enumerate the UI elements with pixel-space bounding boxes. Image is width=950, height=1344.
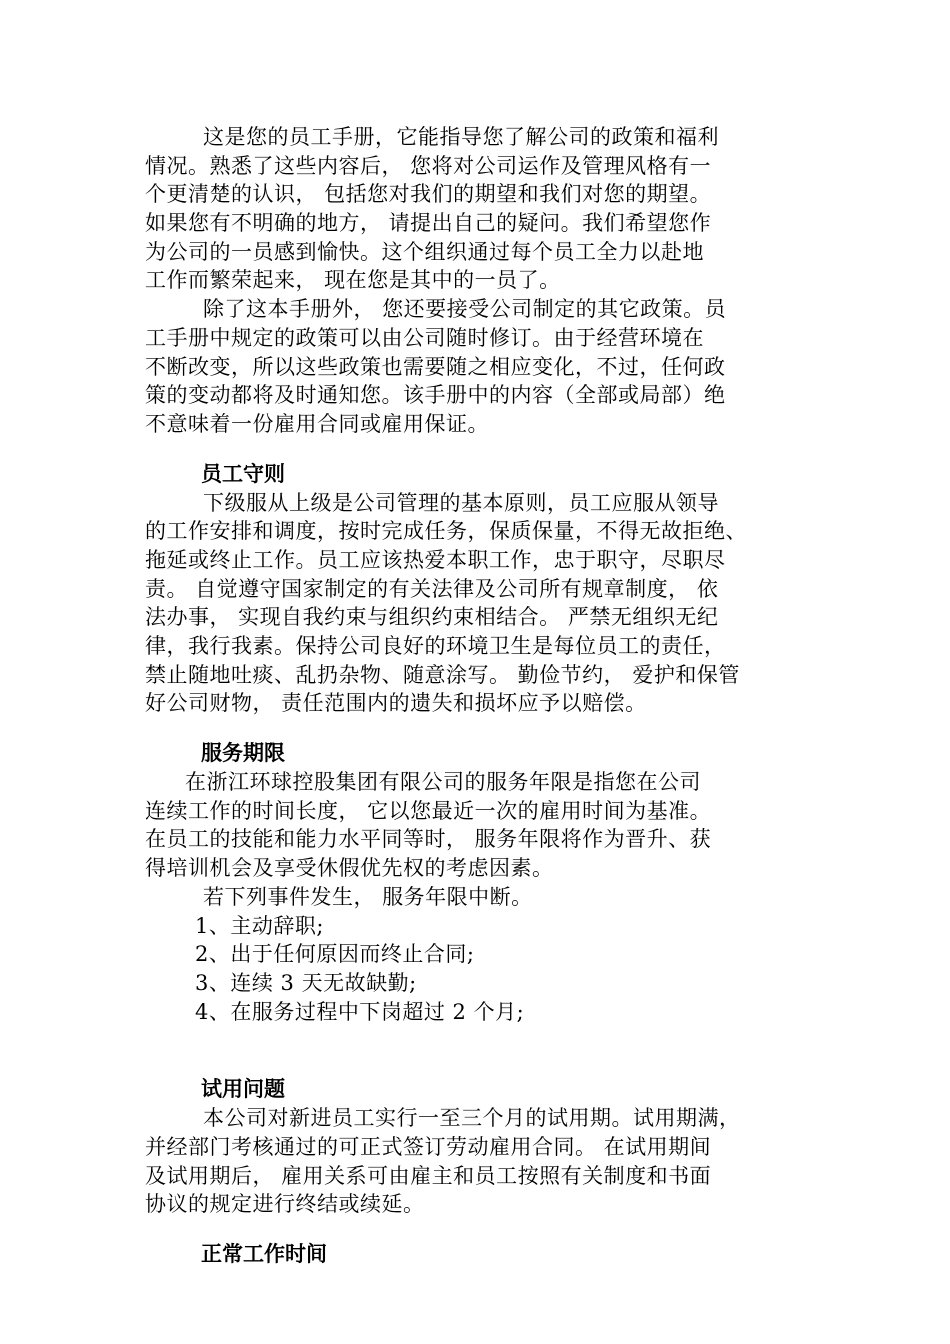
text-line: 律，我行我素。保持公司良好的环境卫生是每位员工的责任， (145, 634, 726, 658)
text-line: 工作而繁荣起来， 现在您是其中的一员了。 (145, 268, 561, 293)
text-line: 个更清楚的认识， 包括您对我们的期望和我们对您的期望。 (145, 182, 712, 207)
text-line: 下级服从上级是公司管理的基本原则，员工应服从领导 (203, 490, 719, 515)
spacer (145, 1026, 817, 1074)
text-line: 的工作安排和调度，按时完成任务，保质保量，不得无故拒绝、 (145, 519, 747, 544)
section-heading-service: 服务期限 (201, 741, 285, 766)
text-line: 本公司对新进员工实行一至三个月的试用期。试用期满， (203, 1106, 741, 1131)
text-line: 并经部门考核通过的可正式签订劳动雇用合同。 在试用期间 (145, 1134, 712, 1159)
list-item: 4、在服务过程中下岗超过 2 个月; (195, 999, 525, 1024)
text-line: 连续工作的时间长度， 它以您最近一次的雇用时间为基准。 (145, 798, 712, 823)
rules-paragraph (145, 489, 817, 719)
text-line: 除了这本手册外， 您还要接受公司制定的其它政策。员 (203, 297, 727, 322)
text-line: 法办事， 实现自我约束与组织约束相结合。 严禁无组织无纪 (145, 605, 719, 630)
text-line: 得培训机会及享受休假优先权的考虑因素。 (145, 856, 554, 881)
section-heading-hours: 正常工作时间 (201, 1242, 327, 1266)
text-line: 工手册中规定的政策可以由公司随时修订。由于经营环境在 (145, 325, 704, 350)
list-item: 2、出于任何原因而终止合同; (195, 942, 475, 967)
text-line: 不断改变，所以这些政策也需要随之相应变化，不过，任何政 (145, 354, 726, 379)
text-line: 协议的规定进行终结或续延。 (145, 1192, 425, 1217)
section-heading-rules: 员工守则 (201, 461, 285, 486)
text-line: 为公司的一员感到愉快。这个组织通过每个员工全力以赴地 (145, 239, 704, 264)
text-line: 拖延或终止工作。员工应该热爱本职工作，忠于职守，尽职尽 (145, 547, 726, 572)
text-line: 禁止随地吐痰、乱扔杂物、随意涂写。 勤俭节约， 爱护和保管 (145, 662, 740, 687)
text-line: 不意味着一份雇用合同或雇用保证。 (145, 411, 489, 436)
section-heading-probation: 试用问题 (201, 1077, 285, 1102)
text-line: 好公司财物， 责任范围内的遗失和损坏应予以赔偿。 (145, 691, 647, 716)
text-line: 在员工的技能和能力水平同等时， 服务年限将作为晋升、获 (145, 827, 712, 852)
spacer (145, 718, 817, 738)
service-interrupt-list (145, 912, 817, 1027)
intro-paragraph-2 (145, 295, 817, 438)
intro-paragraph-1 (145, 123, 817, 295)
spacer (145, 1219, 817, 1239)
service-paragraph (145, 768, 817, 883)
text-line: 在浙江环球控股集团有限公司的服务年限是指您在公司 (185, 770, 701, 795)
spacer (145, 439, 817, 459)
list-item: 1、主动辞职; (195, 913, 324, 938)
probation-paragraph (145, 1104, 817, 1219)
service-interrupt-intro: 若下列事件发生， 服务年限中断。 (203, 884, 533, 909)
text-line: 情况。熟悉了这些内容后， 您将对公司运作及管理风格有一 (145, 153, 712, 178)
text-line: 策的变动都将及时通知您。该手册中的内容（全部或局部）绝 (145, 383, 726, 408)
text-line: 如果您有不明确的地方， 请提出自己的疑问。我们希望您作 (145, 211, 712, 236)
document-body (145, 123, 817, 1269)
text-line: 这是您的员工手册，它能指导您了解公司的政策和福利 (203, 125, 719, 149)
text-line: 责。 自觉遵守国家制定的有关法律及公司所有规章制度， 依 (145, 576, 719, 601)
text-line: 及试用期后， 雇用关系可由雇主和员工按照有关制度和书面 (145, 1163, 712, 1188)
list-item: 3、连续 3 天无故缺勤; (195, 970, 417, 995)
